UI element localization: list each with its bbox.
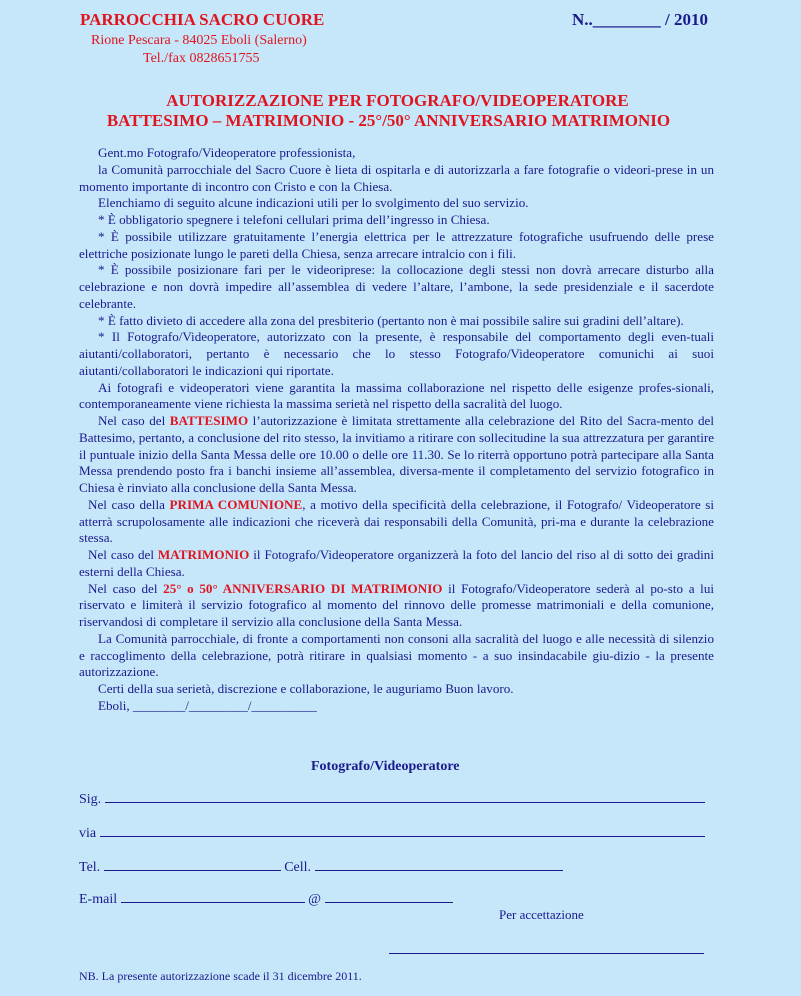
rule-item: * È obbligatorio spegnere i telefoni cellulari prima dell’ingresso in Chiesa. (98, 212, 490, 227)
parish-telfax: Tel./fax 0828651755 (143, 51, 260, 66)
via-blank[interactable] (100, 823, 705, 837)
marriage-paragraph (79, 547, 714, 581)
greeting: Gent.mo Fotografo/Videoperatore professionista, (98, 145, 356, 160)
intro-paragraph: la Comunità parrocchiale del Sacro Cuore è lieta di ospitarla e di autorizzarla a fare fotografie o videori-prese in un momento importante di incontro con Cristo e con la Chiesa. (79, 161, 714, 194)
document-body (79, 145, 714, 715)
at-sign: @ (308, 892, 322, 907)
anniversary-text: il Fotografo/Videoperatore sederà al po-sto a lui riservato e limiterà il servizio fotografico al momento del rinnovo delle promesse matrimoniali e della comunione, riservandosi di completare il servizio alla conclusione della Santa Messa. (79, 580, 714, 629)
baptism-intro: Nel caso del (98, 413, 170, 428)
email-field[interactable] (79, 889, 453, 908)
collaboration-paragraph: Ai fotografi e videoperatori viene garantita la massima collaborazione nel rispetto delle esigenze profes-sionali, contemporaneamente viene richiesta la massima serietà nel rispetto della sacralità del luogo. (79, 379, 714, 412)
parish-name: PARROCCHIA SACRO CUORE (80, 10, 325, 29)
parish-address: Rione Pescara - 84025 Eboli (Salerno) (91, 33, 307, 48)
via-label: via (79, 826, 97, 841)
document-title: AUTORIZZAZIONE PER FOTOGRAFO/VIDEOPERATORE (166, 91, 629, 110)
baptism-paragraph (79, 413, 714, 497)
expiry-note: NB. La presente autorizzazione scade il 31 dicembre 2011. (79, 969, 362, 983)
communion-intro: Nel caso della (88, 496, 170, 512)
email-domain-blank[interactable] (325, 889, 453, 903)
rule-item: * Il Fotografo/Videoperatore, autorizzato con la presente, è responsabile del comportamento degli even-tuali aiutanti/collaboratori, pertanto è necessario che lo stesso Fotografo/Videoperatore comunichi ai suoi aiutanti/collaboratori le indicazioni qui riportate. (79, 329, 714, 378)
document-subtitle: BATTESIMO – MATRIMONIO - 25°/50° ANNIVERSARIO MATRIMONIO (106, 111, 671, 130)
rule-item: * È possibile utilizzare gratuitamente l’energia elettrica per le attrezzature fotografiche usufruendo delle prese elettriche posizionate lungo le pareti della Chiesa, senza arrecare intralcio con i fili. (79, 228, 714, 261)
anniversary-paragraph (79, 581, 714, 631)
communion-text: , a motivo della specificità della celebrazione, il Fotografo/ Videoperatore si atterrà scrupolosamente alle indicazioni che riceverà dai responsabili della Comunità, pri-ma e durante la celebrazione stessa. (79, 496, 715, 546)
baptism-keyword: BATTESIMO (169, 413, 249, 428)
anniversary-keyword: 25° o 50° ANNIVERSARIO DI MATRIMONIO (163, 580, 443, 596)
indications-paragraph: Elenchiamo di seguito alcune indicazioni utili per lo svolgimento del suo servizio. (98, 195, 529, 211)
email-user-blank[interactable] (121, 889, 305, 903)
via-field[interactable] (79, 823, 705, 842)
acceptance-signature-field[interactable] (389, 940, 704, 959)
revocation-paragraph: La Comunità parrocchiale, di fronte a comportamenti non consoni alla sacralità del luogo e alle necessità di silenzio e raccoglimento della celebrazione, potrà ritirare in qualsiasi momento - a suo insindacabile giu-dizio - la presente autorizzazione. (79, 630, 714, 680)
sig-blank[interactable] (105, 789, 705, 803)
baptism-text: l’autorizzazione è limitata strettamente alla celebrazione del Rito del Sacra-mento del Battesimo, pertanto, a conclusione del rito stesso, la invitiamo a ritirare con sollecitudine la sua attrezzatura per garantire il puntuale inizio della Santa Messa delle ore 10.00 o delle ore 11.30. Se lo riterrà opportuno potrà partecipare alla Santa Messa prendendo posto fra i banchi insieme all’assemblea, diversa-mente il completamento del servizio fotografico in Chiesa è rinviato alla conclusione della Santa Messa. (79, 413, 714, 495)
sig-label: Sig. (79, 792, 102, 807)
marriage-keyword: MATRIMONIO (157, 547, 250, 562)
communion-keyword: PRIMA COMUNIONE (169, 496, 303, 512)
cell-blank[interactable] (315, 857, 563, 871)
tel-field[interactable] (79, 857, 563, 876)
signature-section-title: Fotografo/Videoperatore (311, 759, 460, 774)
marriage-intro: Nel caso del (88, 547, 158, 562)
rule-item: * È fatto divieto di accedere alla zona del presbiterio (pertanto non è mai possibile salire sui gradini dell’altare). (98, 312, 684, 328)
cell-label: Cell. (284, 860, 312, 875)
document-number: N..________ / 2010 (572, 10, 708, 29)
sig-field[interactable] (79, 789, 705, 808)
tel-blank[interactable] (104, 857, 281, 871)
communion-paragraph (79, 497, 714, 547)
marriage-text: il Fotografo/Videoperatore organizzerà la foto del lancio del riso al di sotto dei gradini esterni della Chiesa. (79, 547, 714, 579)
tel-label: Tel. (79, 860, 101, 875)
closing-paragraph: Certi della sua serietà, discrezione e collaborazione, le auguriamo Buon lavoro. (98, 681, 514, 696)
date-line: Eboli, ________/_________/__________ (98, 697, 317, 713)
rule-item: * È possibile posizionare fari per le videoriprese: la collocazione degli stessi non dovrà arrecare disturbo alla celebrazione e non dovrà impedire all’assemblea di vedere l’altare, l’ambone, la sede presidenziale e il sacerdote celebrante. (79, 262, 714, 311)
acceptance-label: Per accettazione (499, 907, 584, 922)
anniversary-intro: Nel caso del (88, 580, 164, 596)
email-label: E-mail (79, 892, 118, 907)
acceptance-blank[interactable] (389, 940, 704, 954)
